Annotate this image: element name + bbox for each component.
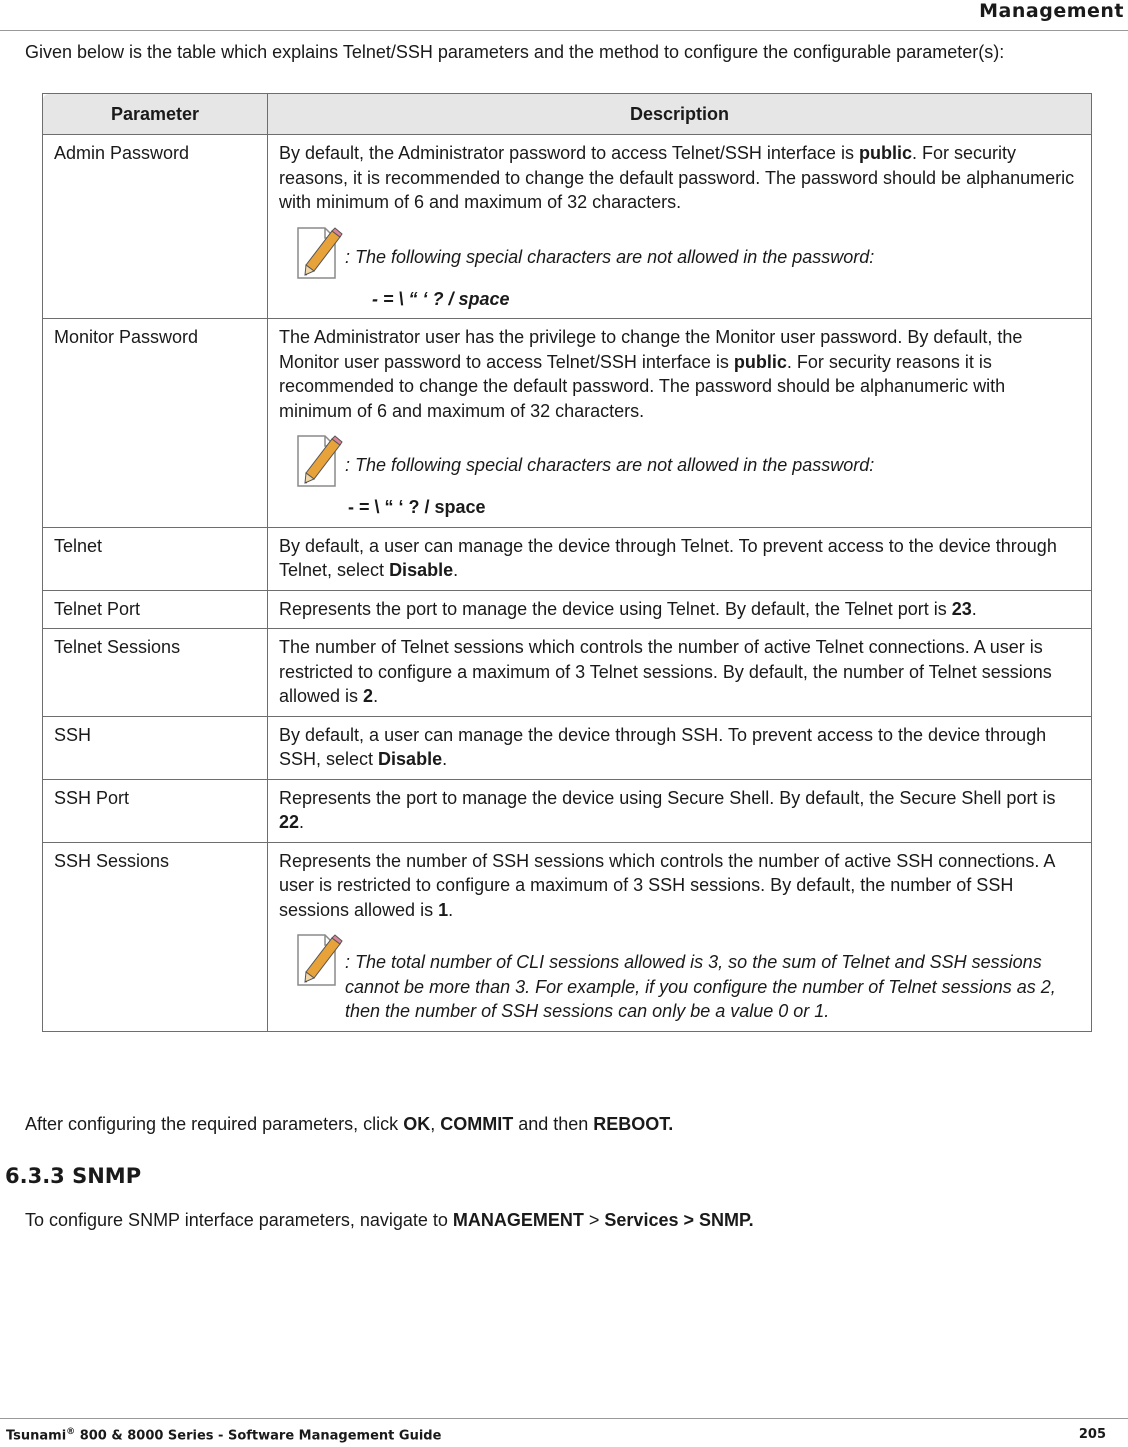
table-row	[43, 779, 1092, 842]
param-cell: SSH	[43, 716, 268, 779]
note-pencil-icon	[294, 433, 344, 489]
column-header-description: Description	[268, 94, 1092, 135]
after-config-paragraph: After configuring the required parameters, click OK, COMMIT and then REBOOT.	[25, 1114, 674, 1134]
nav-path: Services > SNMP.	[604, 1210, 754, 1230]
note-text: : The following special characters are not allowed in the password:	[345, 246, 875, 267]
table-row	[43, 629, 1092, 717]
table-row	[43, 319, 1092, 528]
description-text: The Administrator user has the privilege to change the Monitor user password. By default, the Monitor user password to access Telnet/SSH interface is public. For security reasons it is recommended to change the default password. The password should be alphanumeric with minimum of 6 and maximum of 32 characters.	[279, 327, 1023, 421]
commit-label: COMMIT	[440, 1114, 514, 1134]
note-text: : The total number of CLI sessions allowed is 3, so the sum of Telnet and SSH sessions cannot be more than 3. For example, if you configure the number of Telnet sessions as 2, then the number of SSH sessions can only be a value 0 or 1.	[345, 952, 1056, 1021]
note-disallowed-chars: - = \ “ ‘ ? / space	[348, 497, 486, 517]
note	[279, 433, 1081, 487]
note-disallowed-chars: - = \ “ ‘ ? / space	[372, 288, 510, 309]
navigation-paragraph: To configure SNMP interface parameters, navigate to MANAGEMENT > Services > SNMP.	[25, 1210, 754, 1230]
description-cell: The number of Telnet sessions which controls the number of active Telnet connections. A user is restricted to configure a maximum of 3 Telnet sessions. By default, the number of Telnet sessions allowed is 2.	[268, 629, 1092, 717]
footer-guide-title: Tsunami® 800 & 8000 Series - Software Management Guide	[6, 1427, 442, 1444]
table-row	[43, 527, 1092, 590]
note-text: : The following special characters are not allowed in the password:	[345, 455, 875, 475]
param-cell: Monitor Password	[43, 319, 268, 528]
description-cell	[268, 842, 1092, 1031]
nav-management: MANAGEMENT	[452, 1210, 584, 1230]
description-cell: Represents the port to manage the device using Telnet. By default, the Telnet port is 23.	[268, 590, 1092, 629]
page-number: 205	[1078, 1427, 1106, 1442]
column-header-parameter: Parameter	[43, 94, 268, 135]
table-row	[43, 590, 1092, 629]
description-cell: Represents the port to manage the device using Secure Shell. By default, the Secure Shell port is 22.	[268, 779, 1092, 842]
param-cell: SSH Port	[43, 779, 268, 842]
table-row	[43, 842, 1092, 1031]
description-text: By default, the Administrator password to access Telnet/SSH interface is public. For security reasons, it is recommended to change the default password. The password should be alphanumeric with minimum of 6 and maximum of 32 characters.	[279, 143, 1075, 212]
param-cell: Telnet Port	[43, 590, 268, 629]
description-cell	[268, 135, 1092, 319]
ok-label: OK	[403, 1114, 431, 1134]
description-text: Represents the number of SSH sessions which controls the number of active SSH connections. A user is restricted to configure a maximum of 3 SSH sessions. By default, the number of SSH sessions allowed is 1.	[279, 850, 1055, 920]
page-footer	[0, 1418, 1128, 1447]
note-pencil-icon	[294, 932, 344, 988]
reboot-label: REBOOT.	[593, 1114, 674, 1134]
param-cell: SSH Sessions	[43, 842, 268, 1031]
description-cell: By default, a user can manage the device through SSH. To prevent access to the device through SSH, select Disable.	[268, 716, 1092, 779]
table-row	[43, 716, 1092, 779]
intro-paragraph: Given below is the table which explains Telnet/SSH parameters and the method to configure the configurable parameter(s):	[25, 42, 1005, 62]
param-cell: Telnet	[43, 527, 268, 590]
note-pencil-icon	[294, 225, 344, 281]
chapter-title: Management	[979, 0, 1124, 22]
table-header-row	[43, 94, 1092, 135]
page-header	[0, 0, 1128, 31]
description-cell	[268, 319, 1092, 528]
note	[279, 225, 1081, 279]
table-row	[43, 135, 1092, 319]
section-heading: 6.3.3 SNMP	[5, 1164, 142, 1188]
note	[279, 932, 1081, 1024]
param-cell: Admin Password	[43, 135, 268, 319]
param-cell: Telnet Sessions	[43, 629, 268, 717]
description-cell: By default, a user can manage the device through Telnet. To prevent access to the device through Telnet, select Disable.	[268, 527, 1092, 590]
parameters-table	[42, 93, 1092, 1032]
